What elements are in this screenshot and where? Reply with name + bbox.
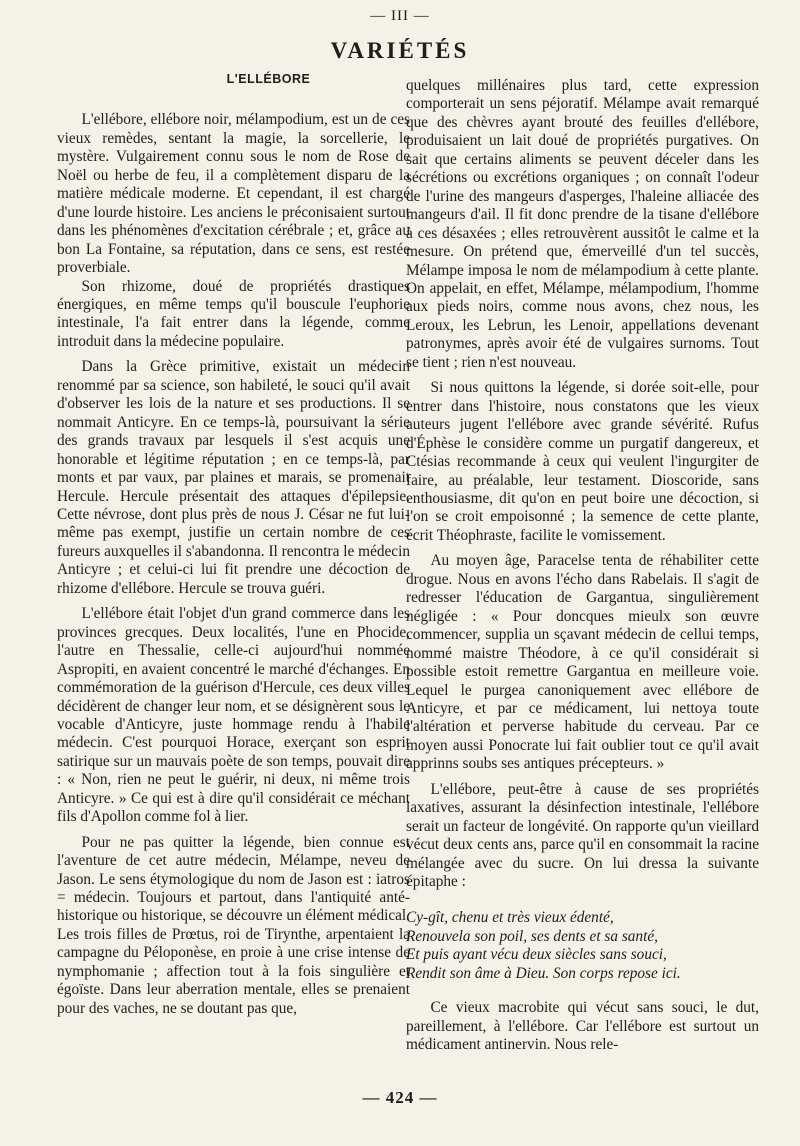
right-column <box>406 77 759 1055</box>
verse-line: Et puis ayant vécu deux siècles sans souci, <box>406 946 667 964</box>
paragraph: L'ellébore était l'objet d'un grand commerce dans les provinces grecques. Deux localités, l'une en Phocide, l'autre en Thessalie, celle-ci aujourd'hui nommée Aspropiti, en avaient concentré le marché d'échanges. En commémoration de la guérison d'Hercule, ces deux villes décidèrent de changer leur nom, et se désignèrent sous le vocable d'Anticyre, juste hommage rendu à l'habile médecin. C'est pourquoi Horace, exerçant son esprit satirique sur un mauvais poète de son temps, pouvait dire : « Non, rien ne peut le guérir, ni deux, ni même trois Anticyre. » Ce qui est à dire qu'il considérait ce méchant fils d'Apollon comme fol à lier. <box>57 605 410 826</box>
verse-line: Rendit son âme à Dieu. Son corps repose ici. <box>406 964 681 982</box>
paragraph: Pour ne pas quitter la légende, bien connue est l'aventure de cet autre médecin, Mélampe, neveu de Jason. Le sens étymologique du nom de Jason est : iatros = médecin. Toujours et partout, dans l'antiquité anté-historique ou historique, se découvre un élément médical. Les trois filles de Prœtus, roi de Tirynthe, arpentaient la campagne du Péloponèse, en proie à une crise intense de nymphomanie ; affection tout à la fois singulière et égoïste. Dans leur aberration mentale, elles se prenaient pour des vaches, ne se doutant pas que, <box>57 833 411 1017</box>
section-title: VARIÉTÉS <box>330 38 470 63</box>
verse-line: Renouvela son poil, ses dents et sa santé, <box>406 927 658 945</box>
folio-roman: — III — <box>370 8 430 24</box>
verse-line: Cy-gît, chenu et très vieux édenté, <box>406 909 614 927</box>
paragraph: L'ellébore, peut-être à cause de ses propriétés laxatives, assurant la désinfection intestinale, l'ellébore serait un facteur de longévité. On rapporte qu'un vieillard vécut deux cents ans, parce qu'il en consommait la racine mélangée avec du sucre. On lui dressa la suivante épitaphe : <box>406 780 759 891</box>
epitaph-verse <box>406 909 759 983</box>
paragraph: Si nous quittons la légende, si dorée soit-elle, pour entrer dans l'histoire, nous constatons que les vieux auteurs jugent l'ellébore avec grande sévérité. Rufus d'Éphèse le considère comme un purgatif dangereux, et Ctésias recommande à ceux qui veulent l'ingurgiter de faire, au préalable, leur testament. Dioscoride, sans enthousiasme, dit qu'on en peut boire une décoction, si l'on se croit empoisonné ; la semence de cette plante, écrit Théophraste, facilite le vomissement. <box>406 379 759 544</box>
paragraph: Au moyen âge, Paracelse tenta de réhabiliter cette drogue. Nous en avons l'écho dans Rabelais. Il s'agit de redresser l'éducation de Gargantua, singulièrement négligée : « Pour doncques mieulx son œuvre commencer, supplia un sçavant médecin de cellui temps, nommé maistre Théodore, à ce qu'il considérait si possible estoit remettre Gargantua en meilleure voie. Lequel le purgea canoniquement avec ellébore de Anticyre, et par ce médicament, lui nettoya toute l'altération et perverse habitude du cerveau. Par ce moyen aussi Ponocrate lui fait oublier tout ce qu'il avait apprinns soubs ses antiques précepteurs. » <box>406 552 759 773</box>
paragraph: Son rhizome, doué de propriétés drastiques énergiques, en même temps qu'il bouscule l'euphorie intestinale, l'a fait entrer dans la légende, comme introduit dans la médecine populaire. <box>57 277 410 350</box>
page-number: — 424 — <box>362 1088 438 1107</box>
article-title: L'ELLÉBORE <box>226 72 311 86</box>
paragraph-closing: Ce vieux macrobite qui vécut sans souci, le dut, pareillement, à l'ellébore. Car l'ellébore est surtout un médicament antinervin. Nous rele- <box>406 999 759 1054</box>
paragraph-continued: quelques millénaires plus tard, cette expression comporterait un sens péjoratif. Mélampe avait remarqué que des chèvres ayant brouté des feuilles d'ellébore, produisaient un lait doué de propriétés purgatives. On sait que certains aliments se peuvent déceler dans les sécrétions ou excrétions organiques ; on connaît l'odeur de l'urine des mangeurs d'asperges, l'haleine alliacée des mangeurs d'ail. Il fit donc prendre de la tisane d'ellébore à ces désaxées ; elles retrouvèrent aussitôt le calme et la mesure. On prétend que, émerveillé d'un tel succès, Mélampe imposa le nom de mélampodium à cette plante. On appelait, en effet, Mélampe, mélampodium, l'homme aux pieds noirs, comme nous avons, chez nous, les Leroux, les Lebrun, les Lenoir, appellations devenant patronymes, après avoir été de vulgaires surnoms. Tout se tient ; rien n'est nouveau. <box>406 77 759 371</box>
paragraph: Dans la Grèce primitive, existait un médecin renommé par sa science, son habileté, le souci qu'il avait d'observer les lois de la nature et ses productions. Il se nommait Anticyre. En ce temps-là, poursuivant la série des grands travaux par lesquels il s'est acquis une honorable et légitime réputation ; en ce temps-là, par monts et par vaux, par plaines et marais, se promenait Hercule. Hercule présentait des attaques d'épilepsie. Cette névrose, dont plus près de nous J. César ne fut lui-même pas exempt, justifie un certain nombre de ces fureurs auxquelles il s'abandonna. Il rencontra le médecin Anticyre ; et celui-ci lui fit prendre une décoction de rhizome d'ellébore. Hercule se trouva guéri. <box>57 358 410 597</box>
paragraph: L'ellébore, ellébore noir, mélampodium, est un de ces vieux remèdes, sentant la magie, la sorcellerie, le mystère. Vulgairement connu sous le nom de Rose de Noël ou herbe de feu, il a complètement disparu de la matière médicale moderne. Et cependant, il est chargé d'une lourde histoire. Les anciens le préconisaient surtout dans les phénomènes d'excitation cérébrale ; et, grâce au bon La Fontaine, sa réputation, dans ce sens, est restée proverbiale. <box>57 111 410 277</box>
left-column <box>57 70 410 1018</box>
